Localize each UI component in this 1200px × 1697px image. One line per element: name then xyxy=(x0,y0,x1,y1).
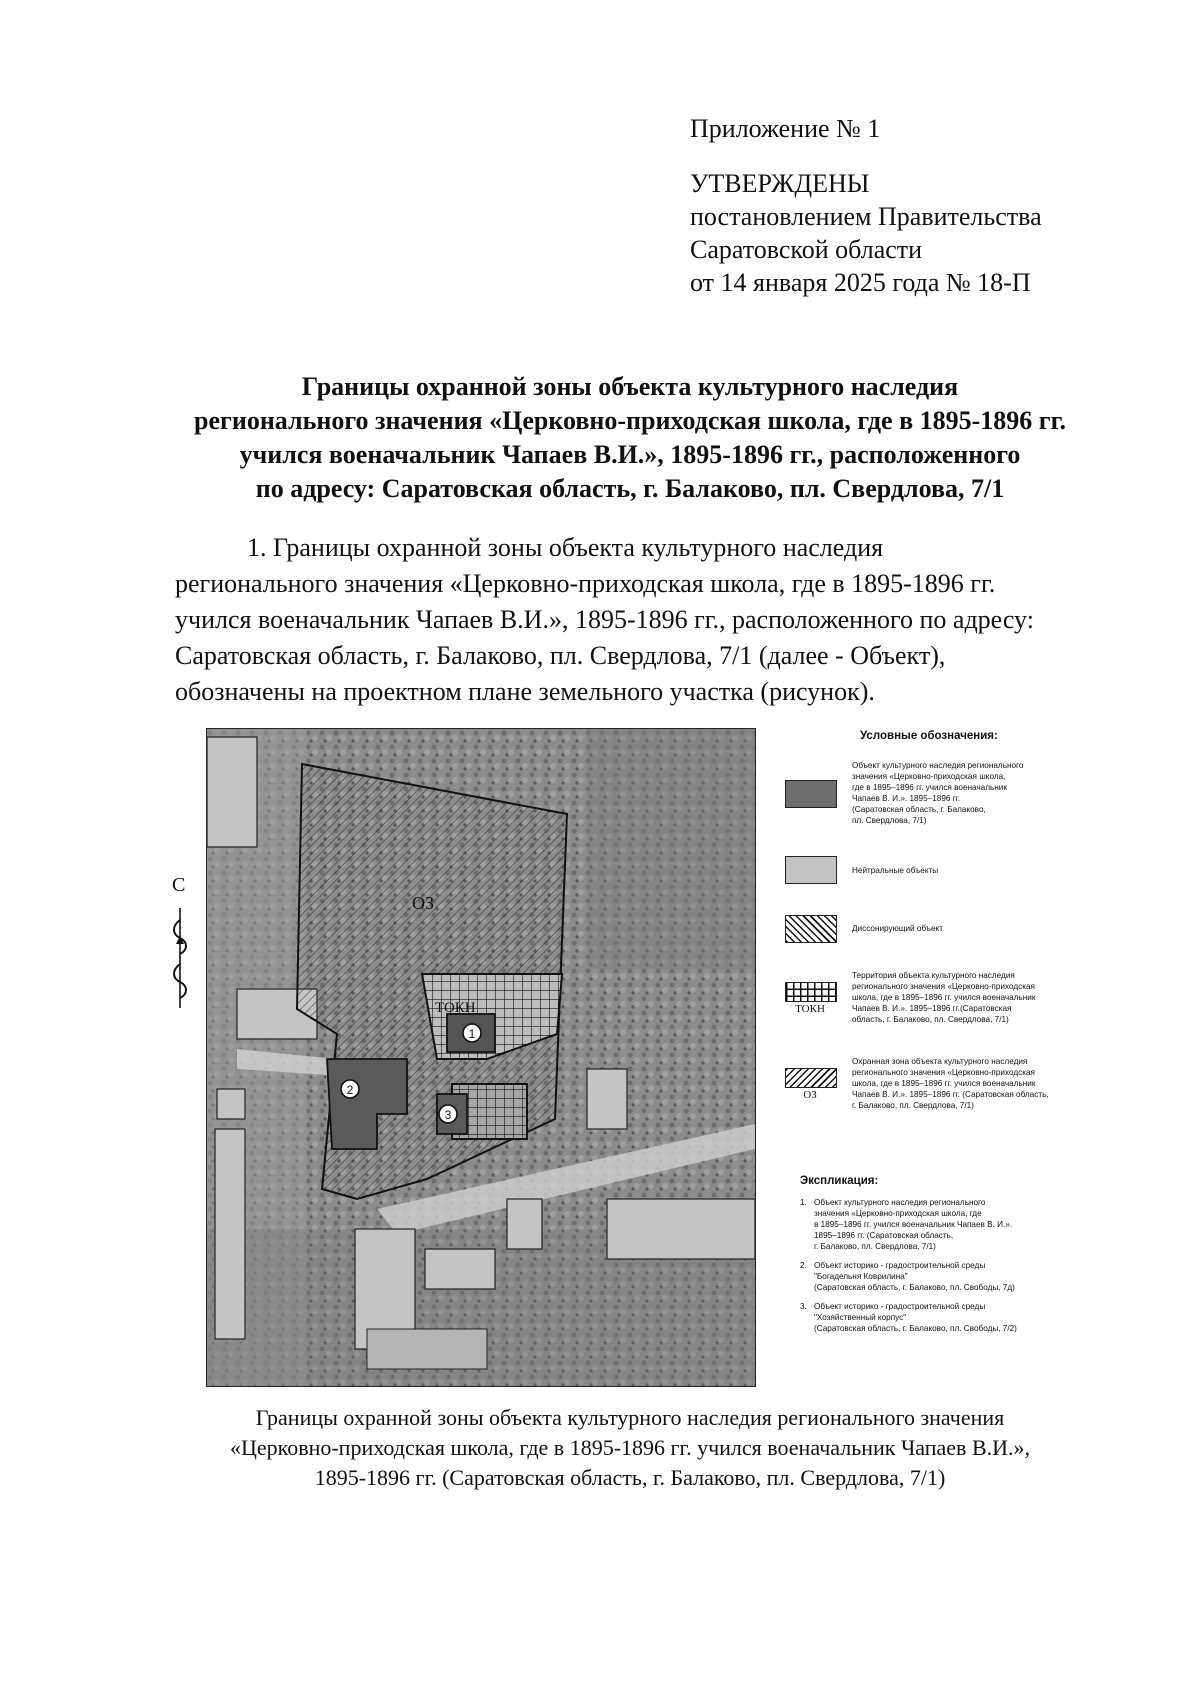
neutral-building xyxy=(507,1199,542,1249)
explication-item: 2. Объект историко - градостроительной среды "Богадельня Коврилина" (Саратовская область, г. Балаково, пл. Свободы, 7д) xyxy=(800,1261,1015,1292)
word: зоны xyxy=(487,533,543,562)
legend-text: Охранная зона объекта культурного наследия регионального значения «Церковно-приходская школа, где в 1895–1896 гг. учился военачальник Чапаев В. И.». 1895–1896 гг. (Саратовская область, г. Балаково, пл. Свердлова, 7/1) xyxy=(852,1057,1049,1110)
legend-swatch-territory xyxy=(785,982,837,1002)
title-line: по адресу: Саратовская область, г. Балаково, пл. Свердлова, 7/1 xyxy=(255,474,1005,503)
document-title xyxy=(170,370,1090,506)
neutral-building xyxy=(607,1199,755,1259)
explication-item: 1. Объект культурного наследия регионального значения «Церковно-приходская школа, где в 1895–1896 гг. учился военачальник Чапаев В. И.». 1895–1896 гг. (Саратовская область, г. Балаково, пл. Свердлова, 7/1) xyxy=(800,1198,1013,1251)
explication-title: Экспликация: xyxy=(800,1175,879,1187)
marker-2 xyxy=(341,1080,359,1098)
north-label: С xyxy=(172,874,186,896)
svg-text:3: 3 xyxy=(444,1108,452,1122)
legend-text: Нейтральные объекты xyxy=(852,866,939,875)
approval-line: постановлением Правительства xyxy=(690,202,1042,231)
appendix-label: Приложение № 1 xyxy=(690,114,881,143)
paragraph-first-line xyxy=(175,530,1115,566)
word: охранной xyxy=(376,533,482,562)
legend-text: Территория объекта культурного наследия регионального значения «Церковно-приходская школа, где в 1895–1896 гг. учился военачальник Чапаев В. И.». 1895–1896 гг.(Саратовская область, г. Балаково, пл. Свердлова, 7/1) xyxy=(852,971,1036,1024)
neutral-building xyxy=(217,1089,245,1119)
marker-1 xyxy=(463,1024,481,1042)
land-plot-map xyxy=(207,729,755,1386)
svg-text:2: 2 xyxy=(346,1083,354,1097)
legend-text: Диссонирующий объект xyxy=(852,924,943,933)
neutral-building xyxy=(587,1069,627,1129)
paragraph-line: учился военачальник Чапаев В.И.», 1895-1896 гг., расположенного по адресу: xyxy=(175,605,1034,634)
word: объекта xyxy=(548,533,635,562)
caption-line: «Церковно-приходская школа, где в 1895-1896 гг. учился военачальник Чапаев В.И.», xyxy=(229,1435,1031,1460)
map-figure xyxy=(206,728,756,1387)
neutral-building xyxy=(367,1329,487,1369)
spacer xyxy=(690,145,1042,167)
legend-text: Объект культурного наследия регионального значения «Церковно-приходская школа, где в 1895–1896 гг. учился военачальник Чапаев В. И.». 1895–1896 гг. (Саратовская область, г. Балаково, пл. Свердлова, 7/1) xyxy=(852,761,1024,825)
word: 1. Границы xyxy=(247,533,371,562)
legend-swatch-dissonant xyxy=(785,915,837,943)
explication xyxy=(800,1175,1130,1342)
word: наследия xyxy=(782,533,884,562)
approval-line: Саратовской области xyxy=(690,235,923,264)
title-line: учился военачальник Чапаев В.И.», 1895-1896 гг., расположенного xyxy=(239,440,1021,469)
zone-label: ОЗ xyxy=(412,893,435,913)
approval-block xyxy=(690,112,1042,299)
caption-line: 1895-1896 гг. (Саратовская область, г. Балаково, пл. Свердлова, 7/1) xyxy=(314,1465,946,1490)
approval-line: от 14 января 2025 года № 18-П xyxy=(690,268,1031,297)
legend-title: Условные обозначения: xyxy=(860,730,998,742)
neutral-building xyxy=(207,737,257,847)
legend-code: ОЗ xyxy=(803,1089,817,1101)
title-line: Границы охранной зоны объекта культурного наследия xyxy=(301,372,959,401)
neutral-building xyxy=(215,1129,245,1339)
legend-swatch-neutral xyxy=(785,856,837,884)
territory-label: ТОКН xyxy=(435,1000,476,1016)
north-arrow-icon xyxy=(168,880,192,1010)
svg-text:1: 1 xyxy=(468,1027,476,1041)
caption-line: Границы охранной зоны объекта культурного наследия регионального значения xyxy=(255,1405,1005,1430)
paragraph-line: Саратовская область, г. Балаково, пл. Свердлова, 7/1 (далее - Объект), xyxy=(175,641,946,670)
body-paragraph xyxy=(175,530,1115,710)
legend-swatch-heritage-object xyxy=(785,780,837,808)
figure-caption xyxy=(160,1403,1100,1493)
legend-code: ТОКН xyxy=(795,1003,825,1015)
paragraph-line: регионального значения «Церковно-приходская школа, где в 1895-1896 гг. xyxy=(175,569,996,598)
legend-swatch-protection-zone xyxy=(785,1068,837,1088)
title-line: регионального значения «Церковно-приходская школа, где в 1895-1896 гг. xyxy=(194,406,1066,435)
word: культурного xyxy=(641,533,777,562)
explication-item: 3. Объект историко - градостроительной среды "Хозяйственный корпус" (Саратовская область, г. Балаково, пл. Свободы, 7/2) xyxy=(800,1302,1017,1333)
marker-3 xyxy=(439,1105,457,1123)
approved-label: УТВЕРЖДЕНЫ xyxy=(690,169,870,198)
paragraph-line: обозначены на проектном плане земельного участка (рисунок). xyxy=(175,677,875,706)
neutral-building xyxy=(425,1249,495,1289)
